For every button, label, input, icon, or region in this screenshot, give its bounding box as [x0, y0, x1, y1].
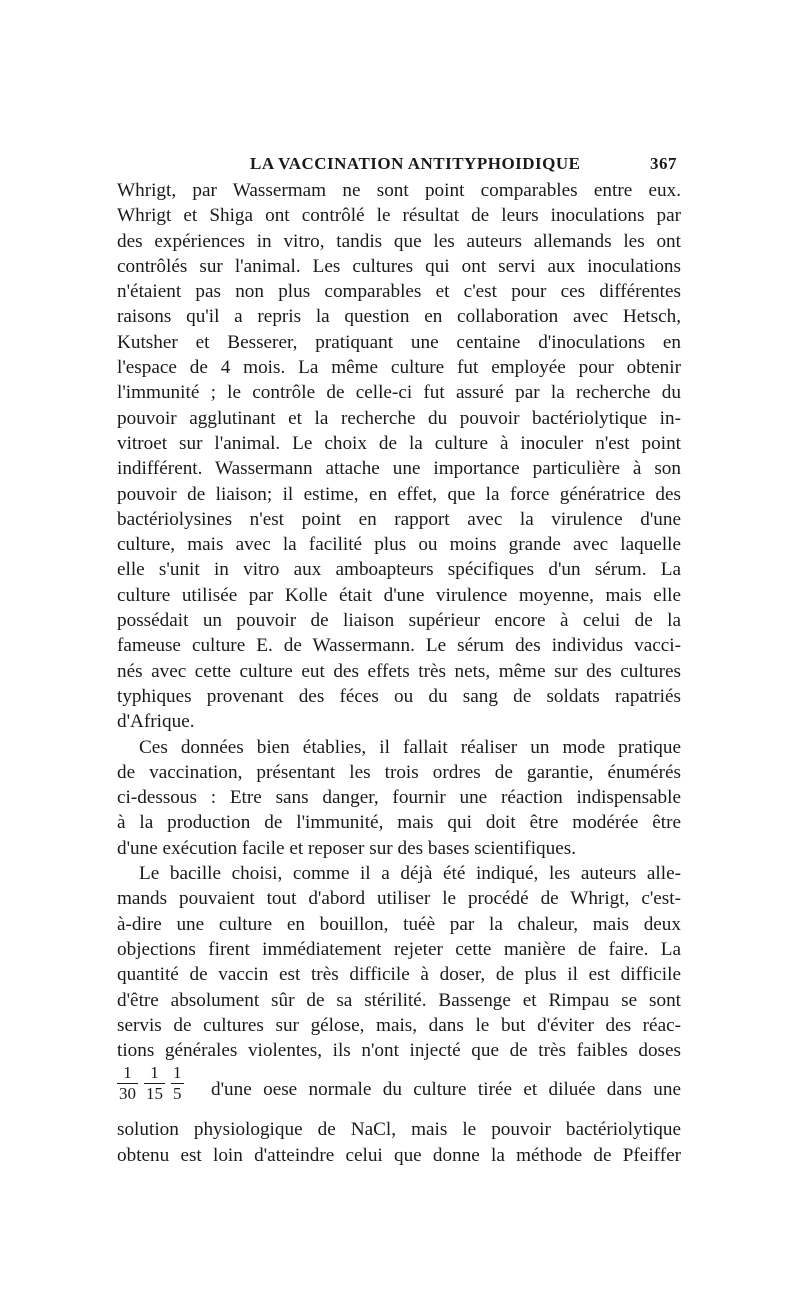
text-line: d'une oese normale du culture tirée et diluée dans une [211, 1079, 681, 1101]
fraction-numerator: 1 [173, 1063, 182, 1083]
text-line: objections firent immédiatement rejeter cette manière de faire. La [117, 938, 681, 960]
text-line: bactériolysines n'est point en rapport avec la virulence d'une [117, 508, 681, 530]
fraction-numerator: 1 [123, 1063, 132, 1083]
text-line: raisons qu'il a repris la question en collaboration avec Hetsch, [117, 306, 681, 328]
fraction-denominator: 5 [173, 1084, 182, 1104]
text-line: nés avec cette culture eut des effets très nets, même sur des cultures [117, 660, 681, 682]
text-line: n'étaient pas non plus comparables et c'est pour ces différentes [117, 281, 681, 303]
text-line: pouvoir de liaison; il estime, en effet, que la force génératrice des [117, 483, 681, 505]
text-line: pouvoir agglutinant et la recherche du pouvoir bactériolytique in- [117, 407, 681, 429]
text-line: Le bacille choisi, comme il a déjà été indiqué, les auteurs alle- [139, 863, 681, 885]
text-line: typhiques provenant des féces ou du sang de soldats rapatriés [117, 685, 681, 707]
page-number: 367 [650, 154, 677, 173]
text-line: obtenu est loin d'atteindre celui que donne la méthode de Pfeiffer [117, 1144, 681, 1166]
paragraph-1 [117, 178, 681, 735]
text-line: de vaccination, présentant les trois ordres de garantie, énumérés [117, 761, 681, 783]
text-line: contrôlés sur l'animal. Les cultures qui ont servi aux inoculations [117, 255, 681, 277]
text-line: mands pouvaient tout d'abord utiliser le procédé de Whrigt, c'est- [117, 888, 681, 910]
text-line: Ces données bien établies, il fallait réaliser un mode pratique [139, 736, 681, 758]
text-line: quantité de vaccin est très difficile à doser, de plus il est difficile [117, 964, 681, 986]
text-line: fameuse culture E. de Wassermann. Le sérum des individus vacci- [117, 635, 681, 657]
text-line: tions générales violentes, ils n'ont injecté que de très faibles doses [117, 1040, 681, 1062]
paragraph-2 [117, 735, 681, 861]
text-line: l'espace de 4 mois. La même culture fut employée pour obtenir [117, 357, 681, 379]
text-line: indifférent. Wassermann attache une importance particulière à son [117, 458, 681, 480]
fraction [144, 1063, 165, 1104]
text-line: des expériences in vitro, tandis que les auteurs allemands les ont [117, 230, 681, 252]
fraction-denominator: 15 [146, 1084, 163, 1104]
text-line: culture utilisée par Kolle était d'une virulence moyenne, mais elle [117, 584, 681, 606]
fraction-numerator: 1 [150, 1063, 159, 1083]
text-line: à-dire une culture en bouillon, tuéè par la chaleur, mais deux [117, 913, 681, 935]
text-line: ci-dessous : Etre sans danger, fournir une réaction indispensable [117, 787, 681, 809]
text-line: solution physiologique de NaCl, mais le pouvoir bactériolytique [117, 1119, 681, 1141]
fraction-denominator: 30 [119, 1084, 136, 1104]
text-line: Whrigt et Shiga ont contrôlé le résultat de leurs inoculations par [117, 205, 681, 227]
running-head [117, 150, 681, 178]
text-line: à la production de l'immunité, mais qui doit être modérée être [117, 812, 681, 834]
fraction [117, 1063, 138, 1104]
text-line: servis de cultures sur gélose, mais, dans le but d'éviter des réac- [117, 1014, 681, 1036]
text-line: l'immunité ; le contrôle de celle-ci fut assuré par la recherche du [117, 382, 681, 404]
text-line: vitroet sur l'animal. Le choix de la culture à inoculer n'est point [117, 432, 681, 454]
text-line: elle s'unit in vitro aux amboapteurs spécifiques d'un sérum. La [117, 559, 681, 581]
fraction-line [117, 1063, 681, 1117]
text-line: d'Afrique. [117, 711, 195, 733]
text-line: Whrigt, par Wassermam ne sont point comparables entre eux. [117, 180, 681, 201]
book-page [117, 150, 681, 1168]
running-head-title: LA VACCINATION ANTITYPHOIDIQUE [250, 154, 581, 173]
paragraph-3 [117, 861, 681, 1168]
dose-fractions [117, 1063, 184, 1104]
text-line: Kutsher et Besserer, pratiquant une centaine d'inoculations en [117, 331, 681, 353]
text-line: d'être absolument sûr de sa stérilité. Bassenge et Rimpau se sont [117, 989, 681, 1011]
text-line: culture, mais avec la facilité plus ou moins grande avec laquelle [117, 534, 681, 556]
text-line: d'une exécution facile et reposer sur des bases scientifiques. [117, 837, 576, 859]
text-line: possédait un pouvoir de liaison supérieur encore à celui de la [117, 610, 681, 632]
fraction [171, 1063, 184, 1104]
